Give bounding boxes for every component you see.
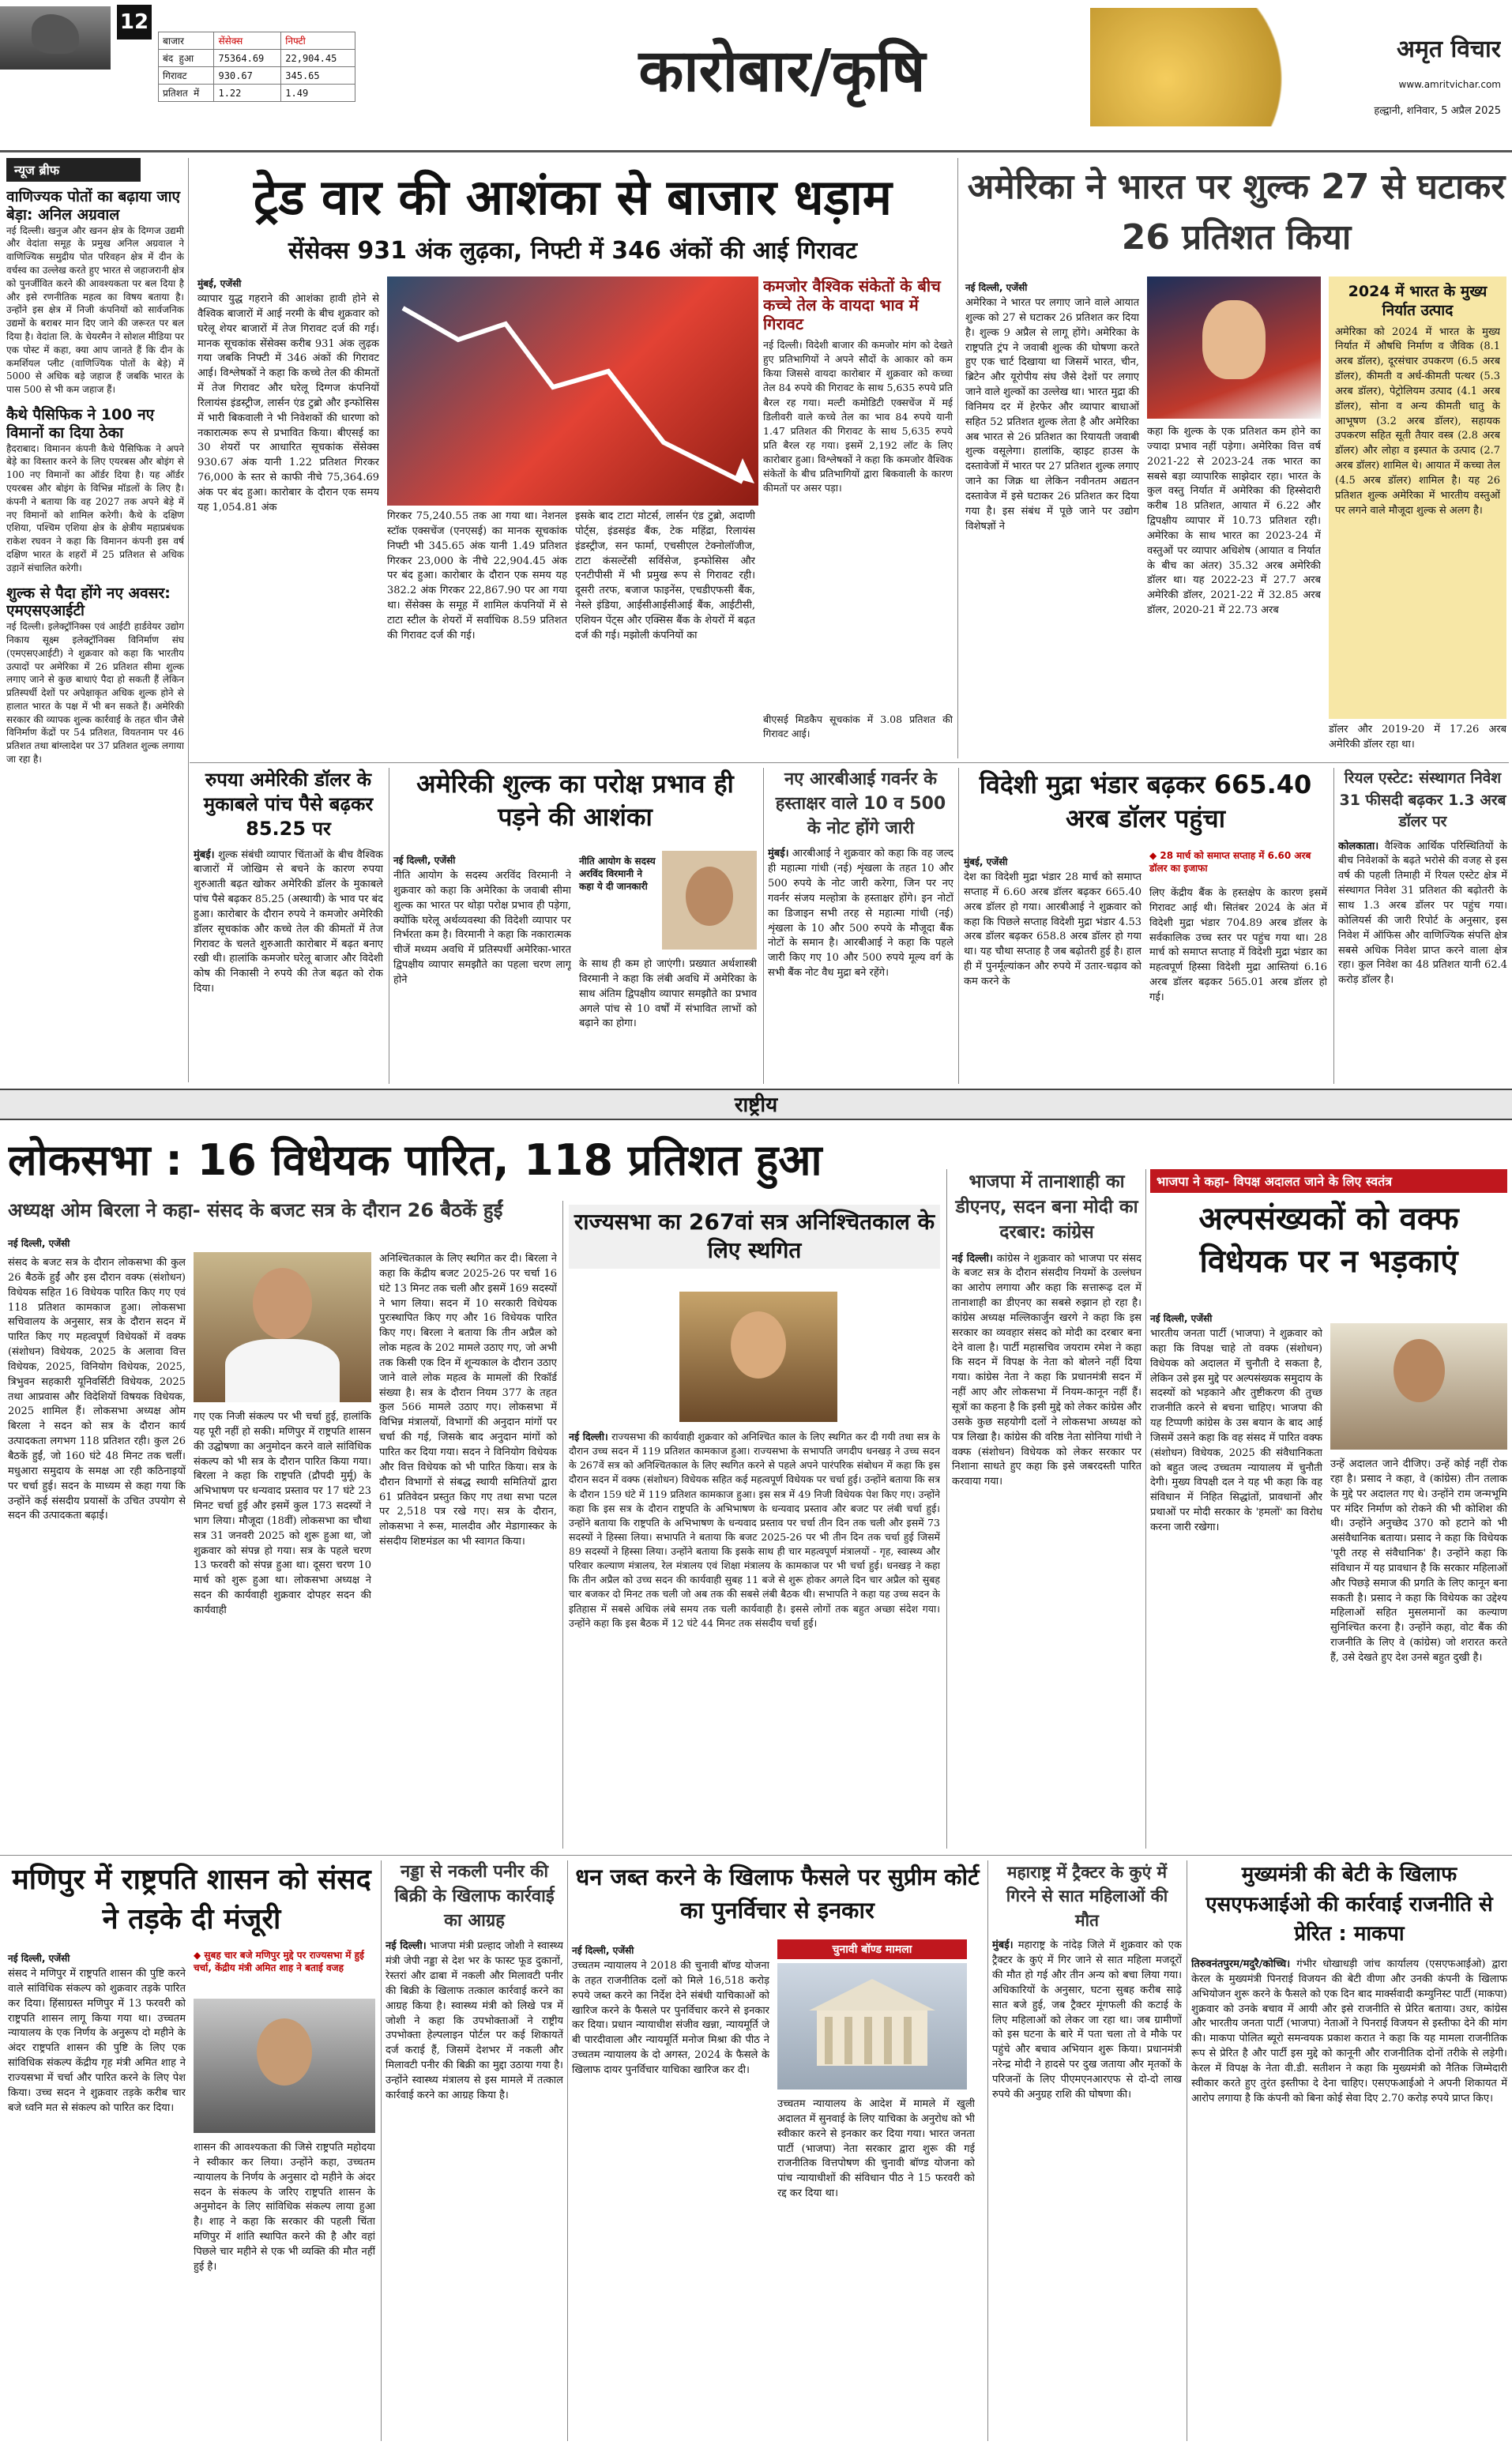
section-title: कारोबार/कृषि (638, 37, 926, 105)
row2-divider (958, 768, 959, 1084)
cm-daughter-body (1191, 1958, 1507, 2416)
portrait-icon (1202, 300, 1266, 379)
amit-shah-photo (194, 1999, 375, 2133)
real-estate-dateline: कोलकाता। (1338, 840, 1379, 852)
website-url: www.amritvichar.com (1398, 79, 1501, 90)
market-header-cell: निफ्टी (281, 32, 355, 50)
forex-dateline: मुंबई, एजेंसी (964, 856, 1008, 867)
real-estate-headline: रियल एस्टेट: संस्थागत निवेश 31 फीसदी बढ़कर 1.3 अरब डॉलर पर (1339, 769, 1506, 831)
market-table-row (159, 67, 355, 85)
bullet-icon: ◆ (1149, 850, 1160, 861)
cm-daughter-dateline: तिरुवनंतपुरम/मदुरै/कोच्चि। (1191, 1958, 1291, 1971)
loksabha-dateline: नई दिल्ली, एजेंसी (8, 1238, 70, 1249)
forex-col1: देश का विदेशी मुद्रा भंडार 28 मार्च को समाप्त सप्ताह में 6.60 अरब डॉलर बढ़कर 665.40 अरब डॉलर हो गया। आरबीआई ने शुक्रवार को कहा कि पिछले सप्ताह विदेशी मुद्रा भंडार 4.53 अरब डॉलर बढ़कर 658.8 अरब डॉलर हो गया था। यह चौथा सप्ताह है जब बढ़ोतरी हुई है। हाल ही में पुनर्मूल्यांकन और रुपये में उतार-चढ़ाव को कम करने के (964, 871, 1142, 987)
court-building-icon (777, 1963, 967, 2090)
brief-item (6, 585, 184, 766)
trader-distress-photo (387, 276, 758, 506)
brief-title: वाणिज्यक पोतों का बढ़ाया जाए बेड़ा: अनिल अग्रवाल (6, 188, 180, 224)
loksabha-subhead: अध्यक्ष ओम बिरला ने कहा- संसद के बजट सत्र के दौरान 26 बैठकें हुईं (8, 1199, 503, 1221)
forex-highlight (1149, 850, 1327, 875)
midcap-tail: बीएसई मिडकैप सूचकांक में 3.08 प्रतिशत की गिरावट आई। (763, 713, 953, 740)
news-brief-label: न्यूज ब्रीफ (6, 158, 141, 182)
loksabha-col1: संसद के बजट सत्र के दौरान लोकसभा की कुल 26 बैठकें हुईं और इस दौरान वक्फ (संशोधन) विधेयक सहित 16 विधेयक पारित किए गए एवं 118 प्रतिशत कामकाज हुआ। लोकसभा सचिवालय के अनुसार, सत्र के दौरान सदन में पारित किए गए महत्वपूर्ण विधेयकों में वक्फ (संशोधन) विधेयक, 2025 के अलावा वित्त विधेयक, 2025, विनियोग विधेयक, 2025, त्रिभुवन सहकारी यूनिवर्सिटी विधेयक, 2025 तथा आप्रवास और विदेशियों विषयक विधेयक, 2025 शामिल हैं। लोकसभा अध्यक्ष ओम बिरला ने सदन को सत्र के दौरान कार्य उत्पादकता लगभग 118 प्रतिशत रही। कुल 26 बैठकें हुईं, जो 160 घंटे 48 मिनट तक चलीं। मधुआरा समुदाय के समक्ष आ रही कठिनाइयों पर चर्चा हुई। सदन के माध्यम से कहा गया कि उन्होंने कई संसदीय प्रयासों के उचित उपयोग से सदन की उत्पादकता बढ़ाई। (8, 1257, 186, 1522)
market-header-cell: बाजार (159, 32, 214, 50)
rashtriya-banner (0, 1089, 1512, 1120)
masthead (0, 0, 1512, 150)
market-table-header (159, 32, 355, 50)
page-number-badge: 12 (117, 5, 152, 39)
row2-divider (1333, 768, 1334, 1084)
story1-dateline: मुंबई, एजेंसी (197, 278, 242, 289)
tractor-body (992, 1939, 1182, 2413)
virmani-dateline: नई दिल्ली, एजेंसी (393, 855, 456, 866)
cm-daughter-headline: मुख्यमंत्री की बेटी के खिलाफ एसएफआईओ की कार्रवाई राजनीति से प्रेरित : माकपा (1205, 1863, 1493, 1947)
real-estate-body (1338, 840, 1507, 1061)
cm-daughter-text: गंभीर धोखाधड़ी जांच कार्यालय (एसएफआईओ) द्वारा केरल के मुख्यमंत्री पिनराई विजयन की बेटी वीणा और उनकी कंपनी के खिलाफ अभियोजन शुरू करने के फैसले को एक दिन बाद मार्क्सवादी कम्युनिस्ट पार्टी (माकपा) शुक्रवार को उनके बचाव में आयी और इसे राजनीति से प्रेरित बताया। उधर, कांग्रेस और भारतीय जनता पार्टी (भाजपा) नेताओं ने पिनराई विजयन से इस्तीफा देने की मांग की। माकपा पोलित ब्यूरो समन्वयक प्रकाश करात ने कहा कि यह मामला राजनीतिक रूप से प्रेरित है और पार्टी इस मुद्दे को कानूनी और राजनीतिक दोनों तरीके से लड़ेगी। केरल में विपक्ष के नेता वी.डी. सतीशन ने कहा कि मुख्यमंत्री को नैतिक जिम्मेदारी स्वीकार करते हुए तुरंत इस्तीफा दे देना चाहिए। एसएफआईओ ने अपनी शिकायत में आरोप लगाया है कि कंपनी को बिना कोई सेवा दिए 2.70 करोड़ रुपये प्राप्त किए। (1191, 1958, 1507, 2105)
market-table-row (159, 50, 355, 67)
story1-headline: ट्रेड वार की आशंका से बाजार धड़ाम (254, 168, 892, 226)
forex-highlight-text: 28 मार्च को समाप्त सप्ताह में 6.60 अरब डॉलर का इजाफा (1149, 850, 1311, 874)
market-cell: 1.49 (281, 85, 355, 102)
sc-col2: उच्चतम न्यायालय के आदेश में मामले में खुली अदालत में सुनवाई के लिए याचिका के अनुरोध को भी स्वीकार करने से इनकार कर दिया गया। भारत जनता पार्टी (भाजपा) नेता सरकार द्वारा शुरू की गई राजनीतिक वित्तपोषण की चुनावी बॉण्ड योजना को पांच न्यायाधीशों की संविधान पीठ ने 15 फरवरी को रद्द कर दिया था। (777, 2098, 975, 2200)
forex-headline: विदेशी मुद्रा भंडार बढ़कर 665.40 अरब डॉलर पहुंचा (979, 769, 1312, 834)
face-icon (731, 1311, 786, 1379)
tractor-text: महाराष्ट्र के नांदेड़ जिले में शुक्रवार को एक ट्रैक्टर के कुएं में गिर जाने से सात महिला मजदूरों की मौत हो गई और तीन अन्य को बचा लिया गया। अधिकारियों के अनुसार, घटना सुबह करीब साढ़े सात बजे हुई, जब ट्रैक्टर मूंगफली की कटाई के लिए महिलाओं को लेकर जा रहा था। जब ग्रामीणों को इस घटना के बारे में पता चला तो वे मौके पर पहुंचे और बचाव अभियान शुरू किया। प्रधानमंत्री नरेन्द्र मोदी ने हादसे पर दुख जताया और मृतकों के परिजनों के लिए पीएमएनआरएफ से दो-दो लाख रुपये की अनुग्रह राशि की घोषणा की। (992, 1939, 1182, 2101)
rajyasabha-story (569, 1205, 940, 1849)
crude-oil-side-box (763, 276, 953, 758)
paneer-body (386, 1939, 563, 2413)
minority-story (1150, 1169, 1507, 1849)
masthead-rule (0, 150, 1512, 152)
congress-story (952, 1169, 1142, 1849)
minority-label: भाजपा ने कहा- विपक्ष अदालत जाने के लिए स्वतंत्र (1150, 1169, 1507, 1193)
story1-col2: गिरकर 75,240.55 तक आ गया था। नेशनल स्टॉक एक्सचेंज (एनएसई) का मानक सूचकांक निफ्टी भी 345.65 अंक यानी 1.49 प्रतिशत गिरकर 23,000 के नीचे 22,904.45 अंक पर बंद हुआ। कारोबार के दौरान एक समय यह 382.2 अंक गिरकर 22,867.90 पर आ गया था। सेंसेक्स के समूह में शामिल कंपनियों में से टाटा स्टील के शेयरों में सर्वाधिक 8.59 प्रतिशत की गिरावट दर्ज की गई। (387, 510, 567, 641)
virmani-quote: नीति आयोग के सदस्य अरविंद विरमानी ने कहा ये दी जानकारी (579, 856, 656, 893)
sc-story (572, 1860, 983, 2441)
sidebar-divider (188, 158, 189, 1082)
manipur-col1: संसद ने मणिपुर में राष्ट्रपति शासन की पुष्टि करने वाले सांविधिक संकल्प को शुक्रवार तड़के पारित कर दिया। हिंसाग्रस्त मणिपुर में 13 फरवरी को राष्ट्रपति शासन लागू किया गया था। उच्चतम न्यायालय के एक निर्णय के अनुरूप दो महीने के अंदर राष्ट्रपति शासन की पुष्टि के लिए एक सांविधिक संकल्प केंद्रीय गृह मंत्री अमित शाह ने राज्यसभा में चर्चा और पारित करने के लिए पेश किया। उच्च सदन ने शुक्रवार तड़के करीब चार बजे ध्वनि मत से संकल्प को पारित कर दिया। (8, 1968, 186, 2114)
rupee-dateline: मुंबई। (194, 848, 215, 861)
story2-dateline: नई दिल्ली, एजेंसी (965, 282, 1028, 293)
export-products-box (1329, 276, 1506, 719)
cm-daughter-story (1191, 1860, 1507, 2441)
brief-item (6, 406, 184, 575)
manipur-caption (194, 1949, 375, 1974)
forex-story (964, 768, 1327, 1084)
electoral-bond-tag: चुनावी बॉण्ड मामला (777, 1939, 967, 1959)
face-icon (257, 2018, 312, 2086)
rajyasabha-text: राज्यसभा की कार्यवाही शुक्रवार को अनिश्चित काल के लिए स्थगित कर दी गयी तथा सत्र के दौरान उच्च सदन में 119 प्रतिशत कामकाज हुआ। राज्यसभा के सभापति जगदीप धनखड़ ने उच्च सदन के 267वें सत्र को अनिश्चितकाल के लिए स्थगित करने से पहले अपने पारंपरिक संबोधन में कहा कि इस दौरान सदन में वक्फ (संशोधन) विधेयक सहित कई महत्वपूर्ण विधेयक पर चर्चा हुई। उन्होंने बताया कि सत्र के दौरान 159 घंटे में 119 प्रतिशत कामकाज हुआ। इस सत्र में 49 निजी विधेयक पेश किए गए। उन्होंने कहा कि इस सत्र के दौरान राष्ट्रपति के अभिभाषण के धन्यवाद प्रस्ताव और बजट पर लंबी चर्चा हुई। उन्होंने बताया कि राष्ट्रपति के अभिभाषण के धन्यवाद प्रस्ताव पर चर्चा तीन दिन तक चली और इसमें 73 सदस्यों ने हिस्सा लिया। सभापति ने बताया कि बजट 2025-26 पर भी तीन दिन तक चर्चा हुई जिसमें 89 सदस्यों ने हिस्सा लिया। उन्होंने बताया कि इसके साथ ही चार महत्वपूर्ण मंत्रालयों - गृह, स्वास्थ्य और परिवार कल्याण मंत्रालय, रेल मंत्रालय एवं शिक्षा मंत्रालय के कामकाज पर भी चर्चा हुई। धनखड़ ने कहा कि तीन अप्रैल को उच्च सदन की कार्यवाही सुबह 11 बजे से शुरू होकर अगले दिन चार अप्रैल को सुबह चार बजकर दो मिनट तक चली जो अब तक की सबसे लंबी बैठक थी। सभापति ने कहा यह उच्च सदन के इतिहास में सबसे अधिक लंबे समय तक चली कार्यवाही है। इससे लोगों तक बहुत अच्छा संदेश गया। उन्होंने कहा कि इस बैठक में 12 घंटे 44 मिनट तक संसदीय चर्चा हुई। (569, 1431, 940, 1629)
real-estate-text: वैश्विक आर्थिक परिस्थितियों के बीच निवेशकों के बढ़ते भरोसे की वजह से इस वर्ष की पहली तिमाही में रियल एस्टेट क्षेत्र में संस्थागत निवेश 31 प्रतिशत की बढ़ोतरी के साथ 1.3 अरब डॉलर पर पहुंच गया। कोलियर्स की जारी रिपोर्ट के अनुसार, इस निवेश में ऑफिस और वाणिज्यिक संपत्ति क्षेत्र सबसे अधिक निवेश प्राप्त करने वाला क्षेत्र रहा। कुल निवेश का 48 प्रतिशत यानी 62.4 करोड़ डॉलर है। (1338, 840, 1507, 987)
brief-body: नई दिल्ली। खनुज और खनन क्षेत्र के दिग्गज उद्यमी और वेदांता समूह के प्रमुख अनिल अग्रवाल ने वाणिज्यिक समुद्रीय पोत परिवहन क्षेत्र में दीन के वर्चस्व का उल्लेख करते हुए भारत से जहाजरानी क्षेत्र को पुनर्जीवित करने की आवश्यकता पर बल दिया है और इसे रणनीतिक महत्व का विषय बताया है। उन्होंने इस क्षेत्र में निजी कंपनियों को सार्वजनिक उद्यमों के बराबर मान दिए जाने की जरूरत पर बल दिया है। वेदांता लि. के चेयरमैन ने सोशल मीडिया पर एक पोस्ट में कहा, क्या आप जानते हैं कि दीन के कमर्शियल प्लीट (वाणिज्यिक पोतों के बेड़े) में 5000 से अधिक बड़े जहाज हैं जबकि भारत के पास 500 से भी कम जहाज हैं। (6, 224, 184, 396)
paneer-text: भाजपा मंत्री प्रल्हाद जोशी ने स्वास्थ्य मंत्री जेपी नड्डा से देश भर के फास्ट फूड दुकानों, रेस्तरां और ढाबा में नकली और मिलावटी पनीर की बिक्री के खिलाफ तत्काल कार्रवाई करने का आग्रह किया है। स्वास्थ्य मंत्री को लिखे पत्र में जोशी ने कहा कि उपभोक्ताओं ने राष्ट्रीय उपभोक्ता हेल्पलाइन पोर्टल पर कई शिकायतें दर्ज कराई हैं, जिसमें देशभर में नकली और मिलावटी पनीर की बिक्री का मुद्दा उठाया गया है। उन्होंने स्वास्थ्य मंत्रालय से इस मामले में तत्काल कार्रवाई करने का आग्रह किया है। (386, 1940, 563, 2101)
sc-dateline: नई दिल्ली, एजेंसी (572, 1945, 634, 1956)
face-icon (686, 867, 733, 926)
rbi-text: आरबीआई ने शुक्रवार को कहा कि वह जल्द ही महात्मा गांधी (नई) शृंखला के तहत 10 और 500 रुपये के नोट जारी करेगा, जिन पर नए गवर्नर संजय मल्होत्रा के हस्ताक्षर होंगे। इन नोटों का डिजाइन सभी तरह से महात्मा गांधी (नई) शृंखला के 10 और 500 रुपये के मौजूदा बैंक नोटों के समान है। आरबीआई ने कहा कि पहले जारी किए गए 10 और 500 रुपये मूल्य वर्ग के सभी बैंक नोट वैध मुद्रा बने रहेंगे। (768, 848, 953, 980)
rbi-headline: नए आरबीआई गवर्नर के हस्ताक्षर वाले 10 व 500 के नोट होंगे जारी (775, 769, 946, 838)
rajyasabha-headline: राज्यसभा का 267वां सत्र अनिश्चितकाल के लिए स्थगित (569, 1205, 940, 1269)
minority-col1: भारतीय जनता पार्टी (भाजपा) ने शुक्रवार को कहा कि विपक्ष चाहे तो वक्फ (संशोधन) विधेयक को अदालत में चुनौती दे सकता है, लेकिन उसे इस मुद्दे पर अल्पसंख्यक समुदाय के सदस्यों को भड़काने और तुष्टीकरण की तुच्छ राजनीति करने से बचना चाहिए। भाजपा की यह टिप्पणी कांग्रेस के उस बयान के बाद आई जिसमें उसने कहा कि वह संसद में पारित वक्फ (संशोधन) विधेयक, 2025 की संवैधानिकता को बहुत जल्द उच्चतम न्यायालय में चुनौती देगी। मुख्य विपक्षी दल ने यह भी कहा कि वह संविधान में निहित सिद्धांतों, प्रावधानों और प्रथाओं पर मोदी सरकार के 'हमलों' का विरोध करना जारी रखेगा। (1150, 1328, 1322, 1533)
face-icon (253, 1268, 312, 1339)
loksabha-col1b: गए एक निजी संकल्प पर भी चर्चा हुई, हालांकि यह पूरी नहीं हो सकी। मणिपुर में राष्ट्रपति शासन की उद्घोषणा का अनुमोदन करने वाले सांविधिक संकल्प को भी सत्र के दौरान पारित किया गया। बिरला ने कहा कि राष्ट्रपति (द्रौपदी मुर्मू) के अभिभाषण पर धन्यवाद प्रस्ताव पर 17 घंटे 23 मिनट चर्चा हुई और इसमें कुल 173 सदस्यों ने भाग लिया। मौजूदा (18वीं) लोकसभा का चौथा सत्र 31 जनवरी 2025 को शुरू हुआ था, जो शुक्रवार को संपन्न हो गया। सत्र के पहले चरण 13 फरवरी को संपन्न हुआ था। दूसरा चरण 10 मार्च को शुरू हुआ था। लोकसभा अध्यक्ष ने सदन की कार्यवाही शुक्रवार दोपहर सदन की कार्यवाही (194, 1411, 371, 1616)
white-coat-shape (225, 1339, 340, 1402)
congress-headline: भाजपा में तानाशाही का डीएनए, सदन बना मोदी का दरबार: कांग्रेस (955, 1172, 1138, 1243)
market-cell: 75364.69 (214, 50, 281, 67)
story2-col1: अमेरिका ने भारत पर लगाए जाने वाले आयात शुल्क को 27 से घटाकर 26 प्रतिशत कर दिया है। शुल्क 9 अप्रैल से लागू होंगे। अमेरिका के राष्ट्रपति ट्रंप ने जवाबी शुल्क की घोषणा करते हुए एक चार्ट दिखाया था जिसमें भारत, चीन, ब्रिटेन और यूरोपीय संघ जैसे देशों पर लगाए जाने वाले शुल्कों का उल्लेख था। भारत मुद्रा की विनिमय दर में हेरफेर और व्यापार बाधाओं सहित 52 प्रतिशत शुल्क लेता है और अमेरिका अब भारत से 26 प्रतिशत का रियायती जवाबी शुल्क वसूलेगा। हालांकि, व्हाइट हाउस के दस्तावेजों में भारत पर 27 प्रतिशत शुल्क लगाए जाने का जिक्र था लेकिन नवीनतम अद्यतन दस्तावेज में इसे घटाकर 26 प्रतिशत कर दिया गया है। इस संबंध में पूछे जाने पर उद्योग विशेषज्ञों ने (965, 297, 1139, 532)
paneer-story (386, 1860, 563, 2441)
story1-subhead: सेंसेक्स 931 अंक लुढ़का, निफ्टी में 346 अंकों की आई गिरावट (288, 237, 858, 265)
export-box-body: अमेरिका को 2024 में भारत के मुख्य निर्यात में औषधि निर्माण व जैविक (8.1 अरब डॉलर), दूरसंचार उपकरण (6.5 अरब डॉलर), कीमती व अर्ध-कीमती पत्थर (5.3 अरब डॉलर), पेट्रोलियम उत्पाद (4.1 अरब डॉलर), सोना व अन्य कीमती धातु के आभूषण (3.2 अरब डॉलर), सहायक उपकरण सहित सूती तैयार वस्त्र (2.8 अरब डॉलर) और लोहा व इस्पात के उत्पाद (2.7 अरब डॉलर) शामिल थे। आयात में कच्चा तेल (4.5 अरब डॉलर) शामिल है। यह 26 प्रतिशत शुल्क अमेरिका में भारतीय वस्तुओं पर लगने वाले मौजूदा शुल्क से अलग है। (1335, 325, 1500, 517)
newspaper-brand: अमृत विचार (1397, 36, 1501, 63)
bottom-divider (567, 1860, 568, 2441)
story1-col3: इसके बाद टाटा मोटर्स, लार्सन एंड टुब्रो, अदाणी पोर्ट्स, इंडसइंड बैंक, टेक महिंद्रा, रिलायंस इंडस्ट्रीज, सन फार्मा, एचसीएल टेक्नोलॉजीज, टाटा कंसल्टेंसी सर्विसेज, इन्फोसिस और एनटीपीसी में भी प्रमुख रूप से गिरावट रही। दूसरी तरफ, बजाज फाइनेंस, एचडीएफसी बैंक, नेस्ले इंडिया, आईसीआईसीआई बैंक, आईटीसी, एशियन पेंट्स और एक्सिस बैंक के शेयरों में बढ़त दर्ज की गई। मझोली कंपनियों का (575, 510, 755, 641)
tractor-story (992, 1860, 1182, 2441)
market-row-label: प्रतिशत में (159, 85, 214, 102)
virmani-headline: अमेरिकी शुल्क का परोक्ष प्रभाव ही पड़ने की आशंका (416, 769, 734, 832)
trump-signing-photo (1147, 276, 1321, 419)
om-birla-photo (194, 1252, 371, 1402)
brief-title: शुल्क से पैदा होंगे नए अवसर: एमएसएआईटी (6, 584, 171, 620)
story1-col1: व्यापार युद्ध गहराने की आशंका हावी होने से वैश्विक बाजारों में आई नरमी के बीच शुक्रवार को घरेलू शेयर बाजारों में तेज गिरावट दर्ज की गई। मानक सूचकांक सेंसेक्स करीब 931 अंक लुढ़क गया जबकि निफ्टी में 346 अंकों की गिरावट आई। विश्लेषकों ने कहा कि कच्चे तेल की कीमतों में तेज गिरावट और घरेलू दिग्गज कंपनियों रिलायंस इंडस्ट्रीज, लार्सन एंड टुब्रो और इन्फोसिस में भारी बिकवाली ने भी निवेशकों की धारणा को नकारात्मक रूप से प्रभावित किया। बीएसई का 30 शेयरों पर आधारित सूचकांक सेंसेक्स 930.67 अंक यानी 1.22 प्रतिशत गिरकर 76,000 के स्तर से काफी नीचे 75,364.69 अंक पर बंद हुआ। कारोबार के दौरान एक समय यह 1,054.81 अंक (197, 293, 379, 513)
face-icon (1394, 1339, 1445, 1402)
section-divider (562, 1201, 563, 1849)
supreme-court-photo (777, 1963, 967, 2090)
bottom-divider (381, 1860, 382, 2441)
rupee-headline: रुपया अमेरिकी डॉलर के मुकाबले पांच पैसे बढ़कर 85.25 पर (203, 769, 374, 841)
minority-dateline: नई दिल्ली, एजेंसी (1150, 1313, 1213, 1324)
virmani-col2: के साथ ही कम हो जाएंगी। प्रख्यात अर्थशास्त्री विरमानी ने कहा कि लंबी अवधि में अमेरिका के साथ अंतिम द्विपक्षीय व्यापार समझौते का प्रभाव अगले पांच से 10 वर्षों में संभावित लाभों को बढ़ाने का होगा। (579, 958, 757, 1030)
market-table-row (159, 85, 355, 102)
edition-dateline: हल्द्वानी, शनिवार, 5 अप्रैल 2025 (1374, 105, 1501, 117)
story2-tail: डॉलर और 2019-20 में 17.26 अरब अमेरिकी डॉलर रहा था। (1329, 724, 1506, 750)
manipur-caption-text: सुबह चार बजे मणिपुर मुद्दे पर राज्यसभा में हुई चर्चा, केंद्रीय मंत्री अमित शाह ने बताई वजह (194, 1950, 364, 1974)
tractor-headline: महाराष्ट्र में ट्रैक्टर के कुएं में गिरने से सात महिलाओं की मौत (1006, 1863, 1168, 1930)
sc-col1: उच्चतम न्यायालय ने 2018 की चुनावी बॉण्ड योजना के तहत राजनीतिक दलों को मिले 16,518 करोड़ रुपये जब्त करने का निर्देश देने संबंधी याचिकाओं को खारिज करने के फैसले पर पुनर्विचार करने से इनकार कर दिया। प्रधान न्यायाधीश संजीव खन्ना, न्यायमूर्ति जे बी पारदीवाला और न्यायमूर्ति मनोज मिश्रा की पीठ ने उच्चतम न्यायालय के दो अगस्त, 2024 के फैसले के खिलाफ दायर पुनर्विचार याचिका खारिज कर दी। (572, 1960, 769, 2076)
rbi-body (768, 847, 953, 1068)
story2-col2: कहा कि शुल्क के एक प्रतिशत कम होने का ज्यादा प्रभाव नहीं पड़ेगा। अमेरिका वित्त वर्ष 2021-22 से 2023-24 तक भारत का सबसे बड़ा व्यापारिक साझेदार रहा। भारत के कुल वस्तु निर्यात में अमेरिका की हिस्सेदारी करीब 18 प्रतिशत, आयात में 6.22 और द्विपक्षीय व्यापार में 10.73 प्रतिशत रही। अमेरिका के साथ भारत का 2023-24 में वस्तुओं पर व्यापार अधिशेष (आयात व निर्यात के बीच का अंतर) 35.32 अरब अमेरिकी डॉलर था। यह 2022-23 में 27.7 अरब अमेरिकी डॉलर, 2021-22 में 32.85 अरब डॉलर, 2020-21 में 22.73 अरब (1147, 426, 1321, 617)
rbi-dateline: मुंबई। (768, 848, 789, 860)
virmani-portrait (662, 851, 757, 950)
rupee-body (194, 848, 383, 1070)
market-row-label: बंद हुआ (159, 50, 214, 67)
falling-chart-icon (387, 276, 758, 506)
crude-oil-headline: कमजोर वैश्विक संकेतों के बीच कच्चे तेल के वायदा भाव में गिरावट (763, 276, 941, 333)
news-brief-sidebar (6, 158, 184, 1082)
brief-body: हैदराबाद। विमानन कंपनी कैथे पैसिफिक ने अपने बेड़े का विस्तार करने के लिए एयरबस और बोइंग से 100 नए विमानों का ऑर्डर दिया है। यह ऑर्डर एयरबस और बोइंग के विभिन्न मॉडलों के लिए है। कंपनी ने बताया कि वह 2027 तक अपने बेड़े में नए विमानों को शामिल करेगी। कैथे के दक्षिण एशिया, पश्चिम एशिया क्षेत्र के क्षेत्रीय महाप्रबंधक राकेश रघवन ने कहा कि विमानन कंपनी इस वर्ष दक्षिण भारत के शहरों में 25 प्रतिशत से अधिक उड़ानें संचालित करेगी। (6, 442, 184, 574)
market-header-cell: सेंसेक्स (214, 32, 281, 50)
forex-col2: लिए केंद्रीय बैंक के हस्तक्षेप के कारण इसमें गिरावट आई थी। सितंबर 2024 के अंत में विदेशी मुद्रा भंडार 704.89 अरब डॉलर के सर्वकालिक उच्च स्तर पर पहुंच गया था। 28 मार्च को समाप्त सप्ताह में विदेशी मुद्रा भंडार का महत्वपूर्ण हिस्सा विदेशी मुद्रा आस्तियां 6.16 अरब डॉलर बढ़कर 565.01 अरब डॉलर हो गई। (1149, 887, 1327, 1003)
manipur-story (8, 1860, 375, 2441)
virmani-story (393, 768, 757, 1084)
rupee-story (194, 768, 383, 1084)
story-divider (957, 158, 958, 758)
bullet-icon: ◆ (194, 1950, 205, 1961)
brief-title: कैथे पैसिफिक ने 100 नए विमानों का दिया ठेका (6, 405, 155, 442)
rajyasabha-body (569, 1430, 940, 1841)
paneer-headline: नड्डा से नकली पनीर की बिक्री के खिलाफ कार्रवाई का आग्रह (394, 1862, 555, 1931)
export-box-title: 2024 में भारत के मुख्य निर्यात उत्पाद (1348, 283, 1488, 319)
row2-divider (763, 768, 764, 1084)
congress-dateline: नई दिल्ली। (952, 1252, 993, 1265)
minority-col2: उन्हें अदालत जाने दीजिए। उन्हें कोई नहीं रोक रहा है। प्रसाद ने कहा, वे (कांग्रेस) तीन तलाक के मुद्दे पर अदालत गए थे। उन्होंने राम जन्मभूमि पर मंदिर निर्माण को रोकने की भी कोशिश की थी। उन्होंने अनुच्छेद 370 को हटाने को भी असंवैधानिक बताया। प्रसाद ने कहा कि विधेयक 'पूरी तरह से संवैधानिक' है। उन्होंने कहा कि संविधान में यह प्रावधान है कि सरकार महिलाओं और पिछड़े समाज की प्रगति के लिए कानून बना सकती है। प्रसाद ने कहा कि विधेयक का उद्देश्य महिलाओं सहित मुसलमानों का कल्याण सुनिश्चित करना है। उन्होंने कहा, वोट बैंक की राजनीति के लिए वे (कांग्रेस) जो शरारत करते हैं, उसे देखते हुए देश उनसे बहुत दुखी है। (1330, 1458, 1507, 1664)
rashtriya-label: राष्ट्रीय (734, 1093, 778, 1117)
dhankhar-photo (679, 1292, 837, 1422)
brief-item (6, 188, 184, 397)
manipur-headline: मणिपुर में राष्ट्रपति शासन को संसद ने तड़के दी मंजूरी (12, 1864, 371, 1936)
rbi-notes-story (768, 768, 953, 1084)
market-cell: 1.22 (214, 85, 281, 102)
minority-headline: अल्पसंख्यकों को वक्फ विधेयक पर न भड़काएं (1198, 1201, 1459, 1280)
market-row-label: गिरावट (159, 67, 214, 85)
paneer-dateline: नई दिल्ली। (386, 1940, 427, 1953)
manipur-col2: शासन की आवश्यकता की जिसे राष्ट्रपति महोदया ने स्वीकार कर लिया। उन्होंने कहा, उच्चतम न्यायालय के निर्णय के अनुसार दो महीने के अंदर सदन के संकल्प के जरिए राष्ट्रपति शासन के अनुमोदन के लिए सांविधिक संकल्प लाया हुआ है। शाह ने कहा कि सरकार की पहली चिंता मणिपुर में शांति स्थापित करने की है और वहां पिछले चार महीने से एक भी व्यक्ति की मौत नहीं हुई है। (194, 2142, 375, 2273)
congress-text: कांग्रेस ने शुक्रवार को भाजपा पर संसद के बजट सत्र के दौरान संसदीय नियमों के उल्लंघन का आरोप लगाया और कहा कि सत्तारूढ़ दल में तानाशाही का डीएनए का सबसे रुझान हो रहा है। कांग्रेस अध्यक्ष मल्लिकार्जुन खरगे ने कहा कि इस सरकार का व्यवहार संसद को मोदी का दरबार बना देने वाला है। पार्टी महासचिव जयराम रमेश ने कहा कि सदन में विपक्ष के नेता को बोलने नहीं दिया गया। कांग्रेस नेता ने कहा कि प्रधानमंत्री सदन में नहीं आए और लोकसभा में नियम-कानून नहीं हैं। सूत्रों का कहना है कि इसी मुद्दे को लेकर कांग्रेस और उसके कुछ सहयोगी दलों ने लोकसभा अध्यक्ष को पत्र लिखा है। कांग्रेस की वरिष्ठ नेता सोनिया गांधी ने वक्फ (संशोधन) विधेयक को लेकर सरकार पर निशाना साधते हुए कहा कि इसे जबरदस्ती पारित करवाया गया। (952, 1252, 1142, 1488)
real-estate-story (1338, 768, 1507, 1084)
manipur-dateline: नई दिल्ली, एजेंसी (8, 1953, 70, 1964)
congress-body (952, 1252, 1142, 1821)
tractor-dateline: मुंबई। (992, 1939, 1014, 1952)
story2-headline: अमेरिका ने भारत पर शुल्क 27 से घटाकर 26 प्रतिशत किया (967, 167, 1506, 258)
sc-headline: धन जब्त करने के खिलाफ फैसले पर सुप्रीम कोर्ट का पुनर्विचार से इनकार (575, 1864, 980, 1924)
section-divider (1145, 1169, 1146, 1849)
market-cell: 22,904.45 (281, 50, 355, 67)
rajyasabha-dateline: नई दिल्ली। (569, 1431, 608, 1443)
market-cell: 930.67 (214, 67, 281, 85)
crude-oil-body: नई दिल्ली। विदेशी बाजार की कमजोर मांग को देखते हुए प्रतिभागियों ने अपने सौदों के आकार को कम किया जिससे वायदा कारोबार में शुक्रवार को कच्चा तेल 84 रुपये की गिरावट के साथ 5,635 रुपये प्रति बैरल रह गया। मल्टी कमोडिटी एक्सचेंज में मई डिलीवरी वाले कच्चे तेल का भाव 84 रुपये यानी 1.47 प्रतिशत की गिरावट के साथ 5,635 रुपये प्रति बैरल रह गया। इसमें 2,192 लॉट के लिए कारोबार हुआ। विश्लेषकों ने कहा कि कमजोर वैश्विक संकेतों के बीच प्रतिभागियों द्वारा बिकवाली के कारण कीमतों पर असर पड़ा। (763, 339, 953, 495)
section-divider (946, 1169, 947, 1849)
market-summary-table (158, 32, 355, 102)
rupee-text: शुल्क संबंधी व्यापार चिंताओं के बीच वैश्विक बाजारों में जोखिम से बचने के कारण रुपया शुरुआती बढ़त खोकर अमेरिकी डॉलर के मुकाबले पांच पैसे बढ़कर 85.25 (अस्थायी) के भाव पर बंद हुआ। कारोबार के दौरान रुपये ने कमजोर अमेरिकी डॉलर सूचकांक और कच्चे तेल की कीमतों में तेज गिरावट के चलते शुरुआती कारोबार में बढ़त बनाए रखी थी। हालांकि कमजोर घरेलू बाजार और विदेशी कोष की निकासी ने रुपये की तेज बढ़त को रोक दिया। (194, 848, 383, 995)
loksabha-col2: अनिश्चितकाल के लिए स्थगित कर दी। बिरला ने कहा कि केंद्रीय बजट 2025-26 पर चर्चा 16 घंटे 13 मिनट तक चली और इसमें 169 सदस्यों ने भाग लिया। सदन में 10 सरकारी विधेयक पुरःस्थापित किए गए और 16 विधेयक पारित किए गए। बिरला ने बताया कि तीन अप्रैल को लोक महत्व के 202 मामले उठाए गए, जो अभी तक किसी एक दिन में शून्यकाल के दौरान उठाए जाने वाले लोक महत्व के मामलों की रिकॉर्ड संख्या है। सत्र के दौरान नियम 377 के तहत कुल 566 मामले उठाए गए। लोकसभा में विभिन्न मंत्रालयों, विभागों की अनुदान मांगों पर चर्चा की गई, जिसके बाद अनुदान मांगों को पारित कर दिया गया। सदन ने विनियोग विधेयक और वित्त विधेयक को भी पारित किया। सत्र के दौरान विभागों से संबद्ध स्थायी समितियों द्वारा 61 प्रतिवेदन प्रस्तुत किए गए तथा सभा पटल पर 2,518 पत्र रखे गए। सत्र के दौरान, लोकसभा ने रूस, मालदीव और मेडागास्कर के संसदीय शिष्टमंडल का भी स्वागत किया। (379, 1253, 557, 1548)
row2-rule (190, 762, 1509, 763)
ravi-shankar-prasad-photo (1330, 1323, 1507, 1450)
loksabha-headline: लोकसभा : 16 विधेयक पारित, 118 प्रतिशत हुआ (8, 1135, 822, 1185)
bottom-rule (0, 1855, 1512, 1856)
virmani-col1: नीति आयोग के सदस्य अरविंद विरमानी ने शुक्रवार को कहा कि अमेरिका के जवाबी सीमा शुल्क का भारत पर थोड़ा परोक्ष प्रभाव ही पड़ेगा, क्योंकि घरेलू अर्थव्यवस्था की विदेशी व्यापार पर निर्भरता कम है। विरमानी ने कहा कि नकारात्मक चीजें मध्यम अवधि में प्रतिस्पर्धी अमेरिका-भारत द्विपक्षीय व्यापार समझौते का पहला चरण लागू होने (393, 870, 571, 986)
brief-body: नई दिल्ली। इलेक्ट्रॉनिक्स एवं आईटी हार्डवेयर उद्योग निकाय सूक्ष्म इलेक्ट्रॉनिक्स विनिर्माण संघ (एमएसएआईटी) ने शुक्रवार को कहा कि भारतीय उत्पादों पर अमेरिका में 26 प्रतिशत सीमा शुल्क लगाए जाने से कुछ बाधाएं पैदा हो सकती हैं लेकिन प्रतिस्पर्धी देशों पर अपेक्षाकृत अधिक शुल्क होने से हालात भारत के पक्ष में भी बन सकते हैं। अमेरिकी सरकार की व्यापक शुल्क कार्रवाई के तहत चीन जैसे विनिर्माण केंद्रों पर 54 प्रतिशत, वियतनाम पर 46 प्रतिशत तथा बांग्लादेश पर 37 प्रतिशत शुल्क लगाया जा रहा है। (6, 621, 184, 765)
bottom-divider (987, 1860, 988, 2441)
market-cell: 345.65 (281, 67, 355, 85)
